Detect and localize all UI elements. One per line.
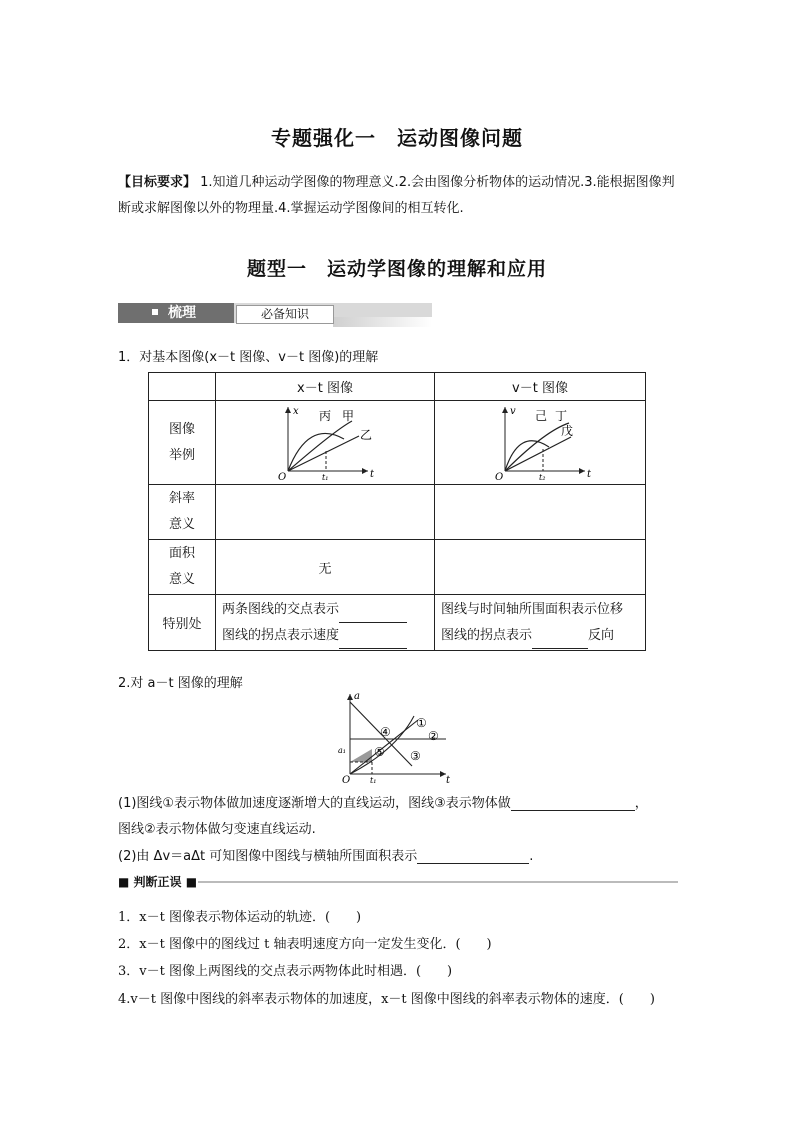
item2-title: 2.对 a－t 图像的理解 xyxy=(118,676,243,691)
at-label-1: ① xyxy=(416,716,427,730)
at-graph xyxy=(336,690,456,784)
at-label-2: ② xyxy=(428,729,439,743)
row-label-example: 图像举例 xyxy=(149,401,216,485)
goal-tag: 【目标要求】 xyxy=(118,175,197,190)
cell-vt-example xyxy=(435,401,646,485)
vt-x-label: t xyxy=(587,469,592,480)
xt-label-bing: 丙 xyxy=(319,409,332,423)
vt-label-ji: 己 xyxy=(535,409,548,423)
vt-graph xyxy=(435,401,645,480)
vt-label-wu: 戊 xyxy=(561,424,574,438)
xt-curve-bing xyxy=(288,433,344,471)
item2-paragraph-1-cont: 图线②表示物体做匀变速直线运动. xyxy=(118,822,316,837)
at-a-mark: a₁ xyxy=(338,746,346,755)
col-header-xt: x－t 图像 xyxy=(216,373,435,401)
xt-label-jia: 甲 xyxy=(342,409,355,423)
xt-graph xyxy=(216,401,434,480)
question-4: 4.v－t 图像中图线的斜率表示物体的加速度，x－t 图像中图线的斜率表示物体的速度．( ) xyxy=(118,992,655,1007)
item2-paragraph-2: (2)由 Δv＝aΔt 可知图像中图线与横轴所围面积表示 . xyxy=(118,849,534,864)
vt-origin: O xyxy=(495,472,504,480)
graph-comparison-table xyxy=(148,372,646,651)
row-label-area: 面积意义 xyxy=(149,540,216,595)
xt-x-label: t xyxy=(370,469,375,480)
cell-vt-area xyxy=(435,540,646,595)
cell-vt-slope xyxy=(435,485,646,540)
question-3: 3．v－t 图像上两图线的交点表示两物体此时相遇．( ) xyxy=(118,964,453,979)
review-banner xyxy=(118,303,432,327)
cell-vt-special: 图线与时间轴所围面积表示位移 图线的拐点表示 反向 xyxy=(435,595,646,651)
at-label-5: ⑤ xyxy=(374,745,385,759)
xt-t-mark: t₁ xyxy=(322,473,329,480)
vt-t-mark: t₂ xyxy=(539,473,546,480)
row-label-special: 特别处 xyxy=(149,595,216,651)
cell-xt-area: 无 xyxy=(216,540,435,595)
judge-section-header xyxy=(118,873,678,889)
vt-x-arrow xyxy=(579,468,585,474)
xt-label-yi: 乙 xyxy=(360,428,373,442)
vt-y-label: v xyxy=(510,406,516,417)
at-y-arrow xyxy=(347,694,353,700)
vt-curve-ji xyxy=(505,441,549,471)
at-label-3: ③ xyxy=(410,749,421,763)
question-1: 1．x－t 图像表示物体运动的轨迹．( ) xyxy=(118,910,362,925)
at-shaded-area xyxy=(350,749,372,762)
cell-xt-example xyxy=(216,401,435,485)
xt-y-label: x xyxy=(293,406,299,417)
col-header-vt: v－t 图像 xyxy=(435,373,646,401)
xt-y-arrow xyxy=(285,407,291,413)
vt-label-ding: 丁 xyxy=(555,409,568,423)
banner-dark-tab: 梳理 xyxy=(118,303,234,323)
xt-curve-jia xyxy=(288,421,352,471)
judge-divider xyxy=(198,881,678,883)
item2-paragraph-1: (1)图线①表示物体做加速度逐渐增大的直线运动，图线③表示物体做 ， xyxy=(118,796,648,811)
section-title: 题型一 运动学图像的理解和应用 xyxy=(246,258,547,280)
xt-x-arrow xyxy=(362,468,368,474)
xt-origin: O xyxy=(278,472,287,480)
question-2: 2．x－t 图像中的图线过 t 轴表明速度方向一定发生变化．( ) xyxy=(118,937,492,952)
banner-light-tab: 必备知识 xyxy=(236,305,334,324)
row-label-slope: 斜率意义 xyxy=(149,485,216,540)
at-t-mark: t₁ xyxy=(370,776,377,784)
vt-curve-ding xyxy=(505,423,569,471)
at-origin: O xyxy=(342,775,351,784)
item1-title: 1．对基本图像(x－t 图像、v－t 图像)的理解 xyxy=(118,350,379,365)
cell-xt-slope xyxy=(216,485,435,540)
at-x-label: t xyxy=(446,775,451,784)
goal-requirements xyxy=(118,170,684,222)
goal-text: 1.知道几种运动学图像的物理意义.2.会由图像分析物体的运动情况.3.能根据图像判断或求解图像以外的物理量.4.掌握运动学图像间的相互转化. xyxy=(118,175,675,216)
cell-xt-special: 两条图线的交点表示 图线的拐点表示速度 xyxy=(216,595,435,651)
at-label-4: ④ xyxy=(380,725,391,739)
page-title: 专题强化一 运动图像问题 xyxy=(271,126,523,150)
vt-y-arrow xyxy=(502,407,508,413)
square-icon xyxy=(152,309,158,315)
judge-label: ■ 判断正误 ■ xyxy=(118,875,198,889)
at-y-label: a xyxy=(354,691,360,702)
